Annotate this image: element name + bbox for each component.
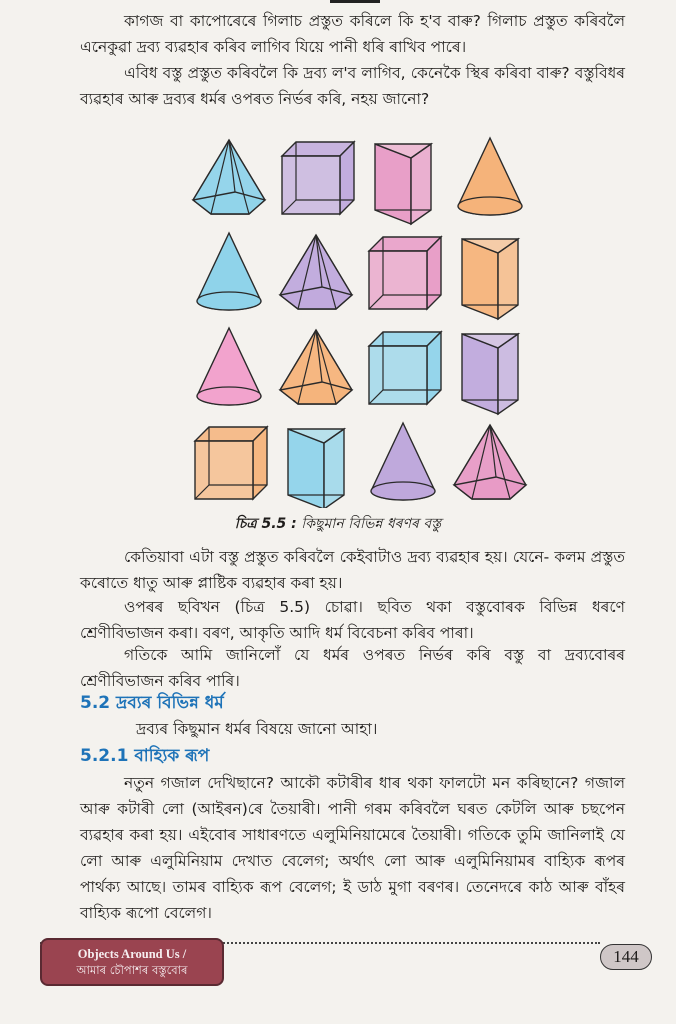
section-heading-5-2-1: 5.2.1 বাহ্যিক ৰূপ xyxy=(80,746,210,766)
page-number: 144 xyxy=(600,944,652,970)
body-paragraph-4: দ্ৰব্যৰ কিছুমান ধৰ্মৰ বিষয়ে জানো আহা। xyxy=(136,720,378,738)
shape-cone xyxy=(371,423,435,500)
shape-cone xyxy=(458,138,522,215)
shape-pyramid xyxy=(280,330,352,404)
shape-prism xyxy=(462,239,518,319)
page-top-mark xyxy=(330,0,380,3)
body-paragraph-5: নতুন গজাল দেখিছানে? আকৌ কটাৰীৰ ধাৰ থকা ফালটো মন কৰিছানে? গজাল আৰু কটাৰী লো (আইৰন)ৰে তৈয়াৰী। পানী গৰম কৰিবলৈ ঘৰত কেটলি আৰু চছপেন ব্যৱহাৰ কৰা হয়। এইবোৰ সাধাৰণতে এলুমিনিয়ামেৰে তৈয়াৰী। গতিকে তুমি জানিলাই যে লো আৰু এলুমিনিয়াম দেখাত বেলেগ; অৰ্থাৎ লো আৰু এলুমিনিয়ামৰ বাহ্যিক ৰূপৰ পাৰ্থক্য আছে। তামৰ বাহ্যিক ৰূপ বেলেগ; ই ডাঠ মুগা বৰণৰ। তেনেদৰে কাঠ আৰু বাঁহৰ বাহ্যিক ৰূপো বেলেগ। xyxy=(80,774,625,922)
figure-shapes xyxy=(185,128,533,508)
footer-title-english: Objects Around Us / xyxy=(77,947,187,961)
body-paragraph-2: ওপৰৰ ছবিখন (চিত্ৰ 5.5) চোৱা। ছবিত থকা বস্তুবোৰক বিভিন্ন ধৰণে শ্ৰেণীবিভাজন কৰা। বৰণ, আকৃতি আদি ধৰ্ম বিবেচনা কৰিব পাৰা। xyxy=(80,598,625,642)
shape-prism xyxy=(375,144,431,224)
figure-caption xyxy=(0,512,676,536)
shape-prism xyxy=(462,334,518,414)
shape-pyramid xyxy=(280,235,352,309)
body-paragraph-1: কেতিয়াবা এটা বস্তু প্ৰস্তুত কৰিবলৈ কেইবাটাও দ্ৰব্য ব্যৱহাৰ হয়। যেনে- কলম প্ৰস্তুত কৰোতে ধাতু আৰু প্লাষ্টিক ব্যৱহাৰ কৰা হয়। xyxy=(80,548,625,592)
footer-chapter-badge xyxy=(40,938,224,986)
figure-label: চিত্ৰ 5.5 : xyxy=(234,516,297,532)
shape-cube xyxy=(195,427,267,499)
shape-cube xyxy=(282,142,354,214)
shape-cone xyxy=(197,328,261,405)
shape-pyramid xyxy=(454,425,526,499)
section-heading-5-2: 5.2 দ্ৰব্যৰ বিভিন্ন ধৰ্ম xyxy=(80,693,224,713)
shape-cube xyxy=(369,237,441,309)
intro-paragraph-1: কাগজ বা কাপোৰেৰে গিলাচ প্ৰস্তুত কৰিলে কি হ'ব বাৰু? গিলাচ প্ৰস্তুত কৰিবলৈ এনেকুৱা দ্ৰব্য ব্যৱহাৰ কৰিব লাগিব যিয়ে পানী ধৰি ৰাখিব পাৰে। xyxy=(80,12,625,56)
intro-paragraph-2: এবিধ বস্তু প্ৰস্তুত কৰিবলৈ কি দ্ৰব্য ল'ব লাগিব, কেনেকৈ স্থিৰ কৰিবা বাৰু? বস্তুবিধৰ ব্যৱহাৰ আৰু দ্ৰব্যৰ ধৰ্মৰ ওপৰত নিৰ্ভৰ কৰি, নহয় জানো? xyxy=(80,64,625,108)
figure-caption-text: কিছুমান বিভিন্ন ধৰণৰ বস্তু xyxy=(301,516,442,532)
shape-cone xyxy=(197,233,261,310)
body-paragraph-3: গতিকে আমি জানিলোঁ যে ধৰ্মৰ ওপৰত নিৰ্ভৰ কৰি বস্তু বা দ্ৰব্যবোৰৰ শ্ৰেণীবিভাজন কৰিব পাৰি। xyxy=(80,646,625,690)
shape-prism xyxy=(288,429,344,508)
footer-title-assamese: আমাৰ চৌপাশৰ বস্তুবোৰ xyxy=(76,963,188,977)
shape-cube xyxy=(369,332,441,404)
shape-pyramid xyxy=(193,140,265,214)
